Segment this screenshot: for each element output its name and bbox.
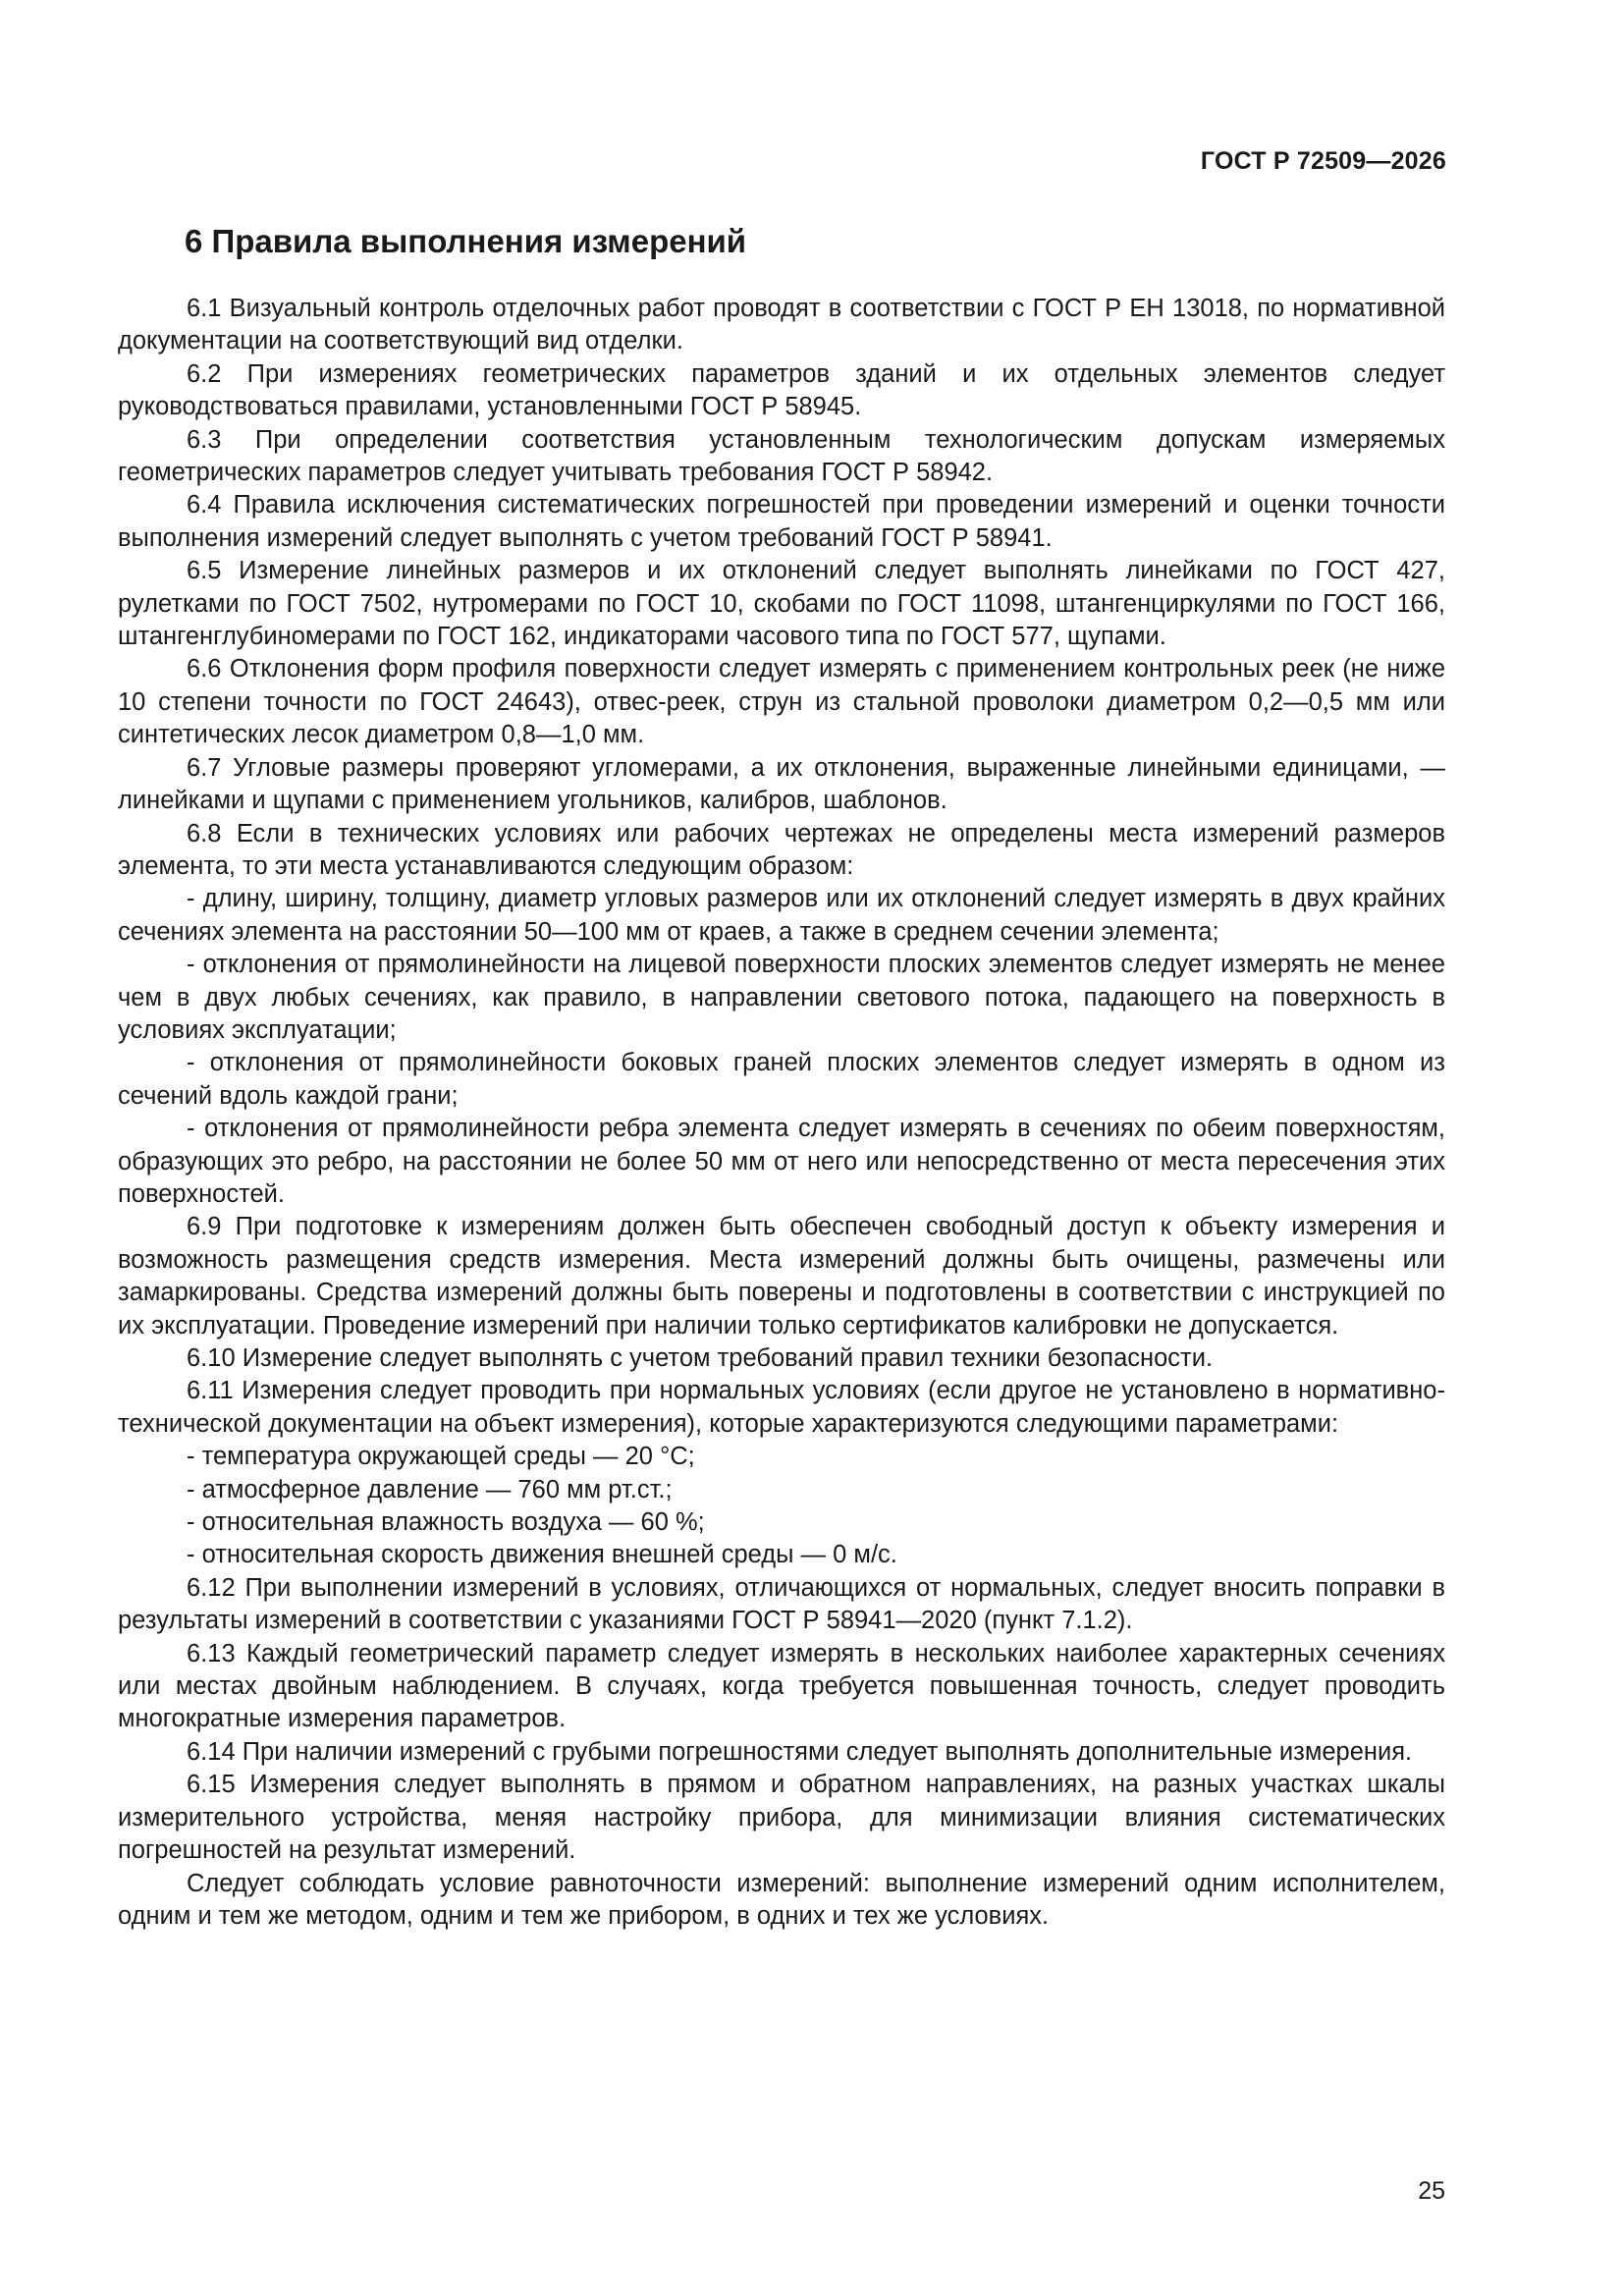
paragraph-6-12: 6.12 При выполнении измерений в условиях, отличающихся от нормальных, следует вносить поправки в результаты измерений в соответствии с указаниями ГОСТ Р 58941—2020 (пункт 7.1.2). (118, 1573, 1445, 1635)
paragraph-equal-accuracy: Следует соблюдать условие равноточности измерений: выполнение измерений одним исполнителем, одним и тем же методом, одним и тем же прибором, в одних и тех же условиях. (118, 1869, 1445, 1930)
list-item: - отклонения от прямолинейности на лицевой поверхности плоских элементов следует измерять не менее чем в двух любых сечениях, как правило, в направлении светового потока, падающего на поверхность в условиях эксплуатации; (118, 951, 1445, 1044)
paragraph-6-5: 6.5 Измерение линейных размеров и их отклонений следует выполнять линейками по ГОСТ 427, рулетками по ГОСТ 7502, нутромерами по ГОСТ 10, скобами по ГОСТ 11098, штангенциркулями по ГОСТ 166, штангенглубиномерами по ГОСТ 162, индикаторами часового типа по ГОСТ 577, щупами. (118, 557, 1445, 651)
paragraph-6-14: 6.14 При наличии измерений с грубыми погрешностями следует выполнять дополнительные измерения. (187, 1737, 1413, 1766)
paragraph-6-3: 6.3 При определении соответствия установленным технологическим допускам измеряемых геометрических параметров следует учитывать требования ГОСТ Р 58942. (118, 425, 1445, 487)
paragraph-6-13: 6.13 Каждый геометрический параметр следует измерять в нескольких наиболее характерных сечениях или местах двойным наблюдением. В случаях, когда требуется повышенная точность, следует проводить многократные измерения параметров. (118, 1639, 1445, 1733)
list-item: - температура окружающей среды — 20 °С; (187, 1443, 695, 1471)
paragraph-6-2: 6.2 При измерениях геометрических параметров зданий и их отдельных элементов следует руководствоваться правилами, установленными ГОСТ Р 58945. (118, 359, 1445, 421)
list-item: - длину, ширину, толщину, диаметр угловых размеров или их отклонений следует измерять в двух крайних сечениях элемента на расстоянии 50—100 мм от краев, а также в среднем сечении элемента; (118, 885, 1445, 946)
list-item: - атмосферное давление — 760 мм рт.ст.; (187, 1475, 673, 1503)
page-number: 25 (1418, 2177, 1445, 2205)
paragraph-6-7: 6.7 Угловые размеры проверяют угломерами, а их отклонения, выраженные линейными единицами, — линейками и щупами с применением угольников, калибров, шаблонов. (118, 753, 1445, 815)
list-item: - отклонения от прямолинейности боковых граней плоских элементов следует измерять в одном из сечений вдоль каждой грани; (118, 1049, 1445, 1110)
list-item: - относительная влажность воздуха — 60 %; (187, 1508, 705, 1537)
paragraph-6-10: 6.10 Измерение следует выполнять с учетом требований правил техники безопасности. (187, 1344, 1214, 1372)
paragraph-6-6: 6.6 Отклонения форм профиля поверхности следует измерять с применением контрольных реек (не ниже 10 степени точности по ГОСТ 24643), отвес-реек, струн из стальной проволоки диаметром 0,2—0,5 мм или синтетических лесок диаметром 0,8—1,0 мм. (118, 655, 1445, 749)
paragraph-6-4: 6.4 Правила исключения систематических погрешностей при проведении измерений и оценки точности выполнения измерений следует выполнять с учетом требований ГОСТ Р 58941. (118, 491, 1445, 552)
document-code-header: ГОСТ Р 72509—2026 (1200, 147, 1446, 175)
paragraph-6-11: 6.11 Измерения следует проводить при нормальных условиях (если другое не установлено в нормативно-технической документации на объект измерения), которые характеризуются следующими параметрами: (118, 1377, 1445, 1438)
paragraph-6-8: 6.8 Если в технических условиях или рабочих чертежах не определены места измерений размеров элемента, то эти места устанавливаются следующим образом: (118, 819, 1445, 880)
paragraph-6-9: 6.9 При подготовке к измерениям должен быть обеспечен свободный доступ к объекту измерения и возможность размещения средств измерения. Места измерений должны быть очищены, размечены или замаркированы. Средства измерений должны быть поверены и подготовлены в соответствии с инструкцией по их эксплуатации. Проведение измерений при наличии только сертификатов калибровки не допускается. (118, 1213, 1445, 1339)
list-item: - отклонения от прямолинейности ребра элемента следует измерять в сечениях по обеим поверхностям, образующих это ребро, на расстоянии не более 50 мм от него или непосредственно от места пересечения этих поверхностей. (118, 1115, 1445, 1208)
document-body (118, 222, 1445, 1933)
paragraph-6-15: 6.15 Измерения следует выполнять в прямом и обратном направлениях, на разных участках шкалы измерительного устройства, меняя настройку прибора, для минимизации влияния систематических погрешностей на результат измерений. (118, 1771, 1445, 1865)
paragraph-6-1: 6.1 Визуальный контроль отделочных работ проводят в соответствии с ГОСТ Р ЕН 13018, по нормативной документации на соответствующий вид отделки. (118, 295, 1445, 355)
list-item: - относительная скорость движения внешней среды — 0 м/с. (187, 1541, 897, 1569)
section-title: 6 Правила выполнения измерений (185, 223, 747, 259)
